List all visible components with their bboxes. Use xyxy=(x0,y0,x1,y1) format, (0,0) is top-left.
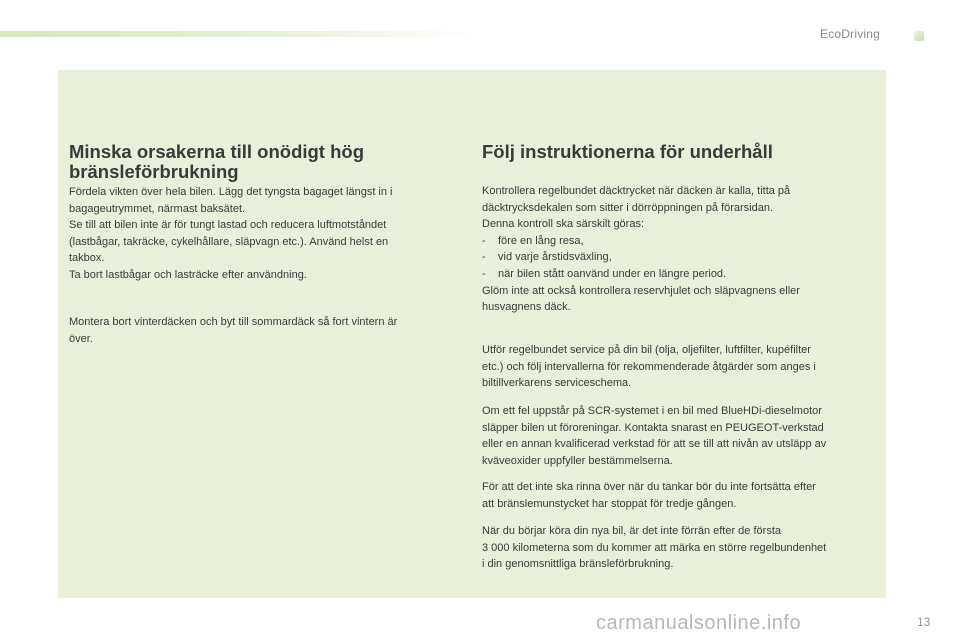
bullet-dash: - xyxy=(482,234,486,247)
watermark: carmanualsonline.info xyxy=(596,612,802,634)
header-accent-bar xyxy=(0,31,480,37)
text-line: Ta bort lastbågar och lasträcke efter användning. xyxy=(69,268,307,281)
text-line: att bränslemunstycket har stoppat för tredje gången. xyxy=(482,497,737,510)
right-paragraph-new-car xyxy=(482,523,878,573)
text-line: bagageutrymmet, närmast baksätet. xyxy=(69,202,246,215)
text-line: Utför regelbundet service på din bil (olja, oljefilter, luftfilter, kupéfilter xyxy=(482,344,811,356)
text-line: Se till att bilen inte är för tungt lastad och reducera luftmotståndet xyxy=(69,219,387,232)
text-line: Denna kontroll ska särskilt göras: xyxy=(482,218,645,231)
bullet-item xyxy=(482,249,878,266)
bullet-item xyxy=(482,266,878,283)
text-line: i din genomsnittliga bränsleförbrukning. xyxy=(482,558,674,571)
text-line: däcktrycksdekalen som sitter i dörröppningen på förarsidan. xyxy=(482,201,774,214)
text-line: Om ett fel uppstår på SCR-systemet i en bil med BlueHDi-dieselmotor xyxy=(482,405,822,417)
text-line: Fördela vikten över hela bilen. Lägg det tyngsta bagaget längst in i xyxy=(69,186,393,198)
left-heading xyxy=(69,142,449,182)
right-paragraph-tyre-pressure xyxy=(482,183,878,316)
bullet-item xyxy=(482,233,878,250)
text-line: släpper bilen ut föroreningar. Kontakta snarast en PEUGEOT-verkstad xyxy=(482,421,824,434)
text-line: takbox. xyxy=(69,252,105,265)
bullet-text: före en lång resa, xyxy=(498,234,584,247)
text-line: (lastbågar, takräcke, cykelhållare, släpvagn etc.). Använd helst en xyxy=(69,235,389,248)
section-title: EcoDriving xyxy=(820,27,881,41)
text-line: biltillverkarens serviceschema. xyxy=(482,377,632,390)
bullet-text: när bilen stått oanvänd under en längre period. xyxy=(498,267,727,280)
left-heading-line: Minska orsakerna till onödigt hög xyxy=(69,141,365,162)
section-corner-mark xyxy=(914,31,924,41)
bullet-text: vid varje årstidsväxling, xyxy=(498,251,612,264)
text-line: 3 000 kilometerna som du kommer att märka en större regelbundenhet xyxy=(482,541,827,554)
text-line: Kontrollera regelbundet däcktrycket när däcken är kalla, titta på xyxy=(482,185,791,197)
text-line: För att det inte ska rinna över när du tankar bör du inte fortsätta efter xyxy=(482,481,816,493)
content-panel xyxy=(58,70,886,598)
left-paragraph-load xyxy=(69,184,444,284)
right-heading: Följ instruktionerna för underhåll xyxy=(482,141,773,162)
text-line: Glöm inte att också kontrollera reservhjulet och släpvagnens eller xyxy=(482,284,800,297)
right-paragraph-scr xyxy=(482,403,878,469)
bullet-dash: - xyxy=(482,267,486,280)
text-line: När du börjar köra din nya bil, är det inte förrän efter de första xyxy=(482,525,781,537)
text-line: eller en annan kvalificerad verkstad för att se till att nivån av utsläpp av xyxy=(482,438,827,451)
left-paragraph-tyres xyxy=(69,314,444,347)
text-line: Montera bort vinterdäcken och byt till sommardäck så fort vintern är xyxy=(69,316,398,328)
text-line: etc.) och följ intervallerna för rekommenderade åtgärder som anges i xyxy=(482,360,816,373)
text-line: kväveoxider uppfyller bestämmelserna. xyxy=(482,454,673,467)
right-paragraph-service xyxy=(482,342,878,392)
bullet-dash: - xyxy=(482,251,486,264)
left-heading-line: bränsleförbrukning xyxy=(69,161,239,182)
text-line: husvagnens däck. xyxy=(482,301,571,314)
page-number: 13 xyxy=(917,615,931,629)
right-paragraph-refuel xyxy=(482,479,878,512)
text-line: över. xyxy=(69,332,93,345)
